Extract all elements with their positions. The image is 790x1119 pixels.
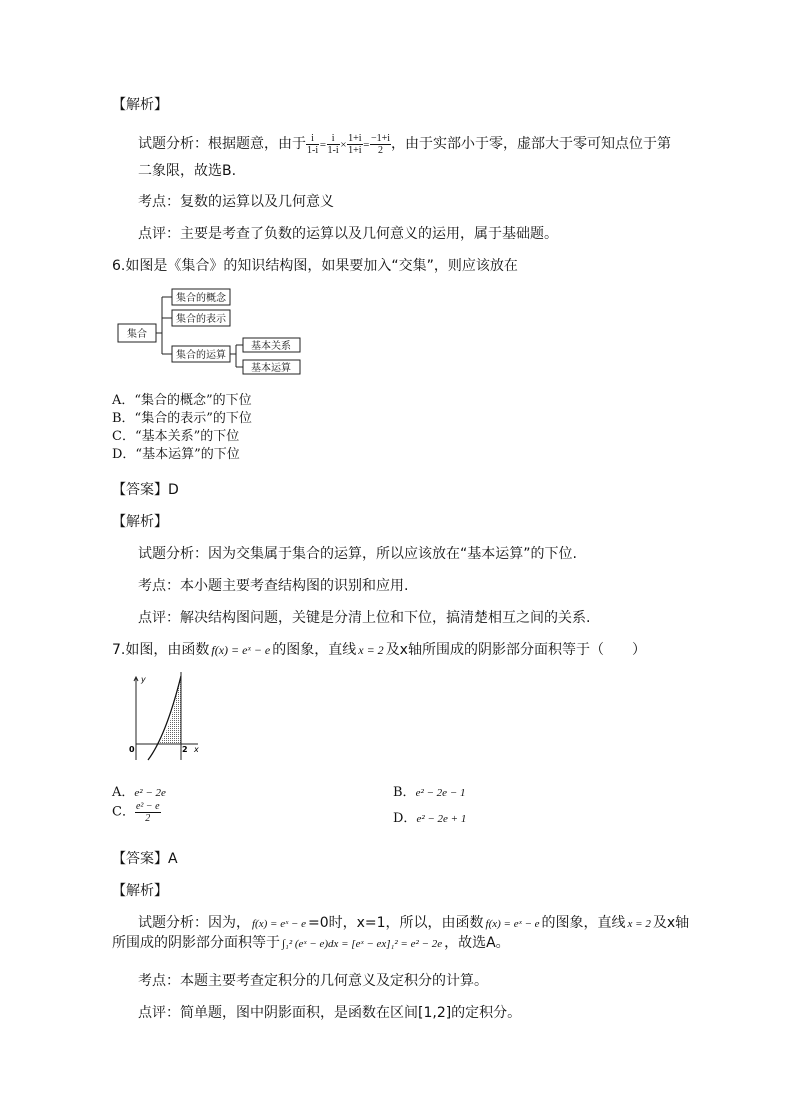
option-d (393, 807, 466, 826)
analysis-heading: 【解析】 (112, 883, 168, 899)
function-graph (122, 672, 202, 764)
line-expr: x = 2 (358, 643, 384, 657)
option-b: B．“集合的表示”的下位 (112, 411, 252, 426)
analysis-text: =0时，x=1，所以，由函数 (307, 915, 484, 931)
analysis-line-2: 二象限，故选B. (138, 163, 237, 179)
analysis-text: 试题分析：因为交集属于集合的运算，所以应该放在“基本运算”的下位. (138, 546, 577, 562)
stem-text: 7.如图，由函数 (112, 642, 210, 658)
analysis-text: 试题分析：因为， (138, 915, 250, 931)
structure-diagram (110, 284, 310, 378)
denominator: 2 (377, 144, 383, 156)
fraction (327, 133, 340, 156)
analysis-text: 的图象，直线 (541, 915, 626, 931)
function-expr: f(x) = eˣ − e (211, 643, 271, 657)
node-concept: 集合的概念 (176, 293, 226, 304)
analysis-line-1 (138, 131, 671, 158)
option-c (112, 801, 161, 824)
option-a (112, 781, 166, 800)
kaodian: 考点：本题主要考查定积分的几何意义及定积分的计算。 (138, 973, 488, 989)
option-label: A． (112, 785, 135, 800)
dianping: 点评：解决结构图问题，关键是分清上位和下位，搞清楚相互之间的关系. (138, 610, 591, 626)
option-d: D．“基本运算”的下位 (112, 447, 240, 462)
x-label: x (194, 745, 199, 754)
y-label: y (141, 675, 146, 684)
equals: = (319, 139, 327, 151)
numerator: −1+i (370, 132, 391, 144)
kaodian: 考点：本小题主要考查结构图的识别和应用. (138, 578, 409, 594)
fraction (306, 133, 319, 156)
node-representation: 集合的表示 (176, 314, 226, 325)
denominator: 2 (145, 813, 151, 824)
numerator: 1+i (348, 132, 362, 144)
option-fraction (135, 801, 161, 824)
denominator: 1+i (348, 144, 362, 156)
node-basic-operation: 基本运算 (251, 363, 291, 374)
integral-expr: ∫₁² (eˣ − e)dx = [eˣ − ex]₁² = e² − 2e (282, 938, 443, 950)
equals: = (362, 139, 370, 151)
kaodian: 考点：复数的运算以及几何意义 (138, 194, 334, 210)
stem-text: 的图象，直线 (272, 642, 357, 658)
answer: 【答案】A (112, 851, 178, 867)
function-expr: f(x) = eˣ − e (485, 918, 540, 930)
question-7-stem (112, 639, 646, 659)
node-root: 集合 (127, 329, 147, 340)
analysis-line-2 (112, 932, 510, 952)
fraction (347, 133, 362, 156)
numerator: i (306, 133, 319, 145)
analysis-heading: 【解析】 (112, 514, 168, 530)
node-operation: 集合的运算 (176, 350, 226, 361)
node-basic-relation: 基本关系 (251, 341, 291, 352)
analysis-text: 试题分析：根据题意，由于 (138, 136, 306, 152)
numerator: i (327, 133, 340, 145)
analysis-line-1 (138, 912, 689, 932)
function-expr: f(x) = eˣ − e (252, 918, 306, 930)
stem-text: 及x轴所围成的阴影部分面积等于（ ） (385, 642, 646, 658)
option-expr: e² − 2e (134, 787, 166, 799)
answer: 【答案】D (112, 482, 179, 498)
option-label: D． (393, 811, 417, 826)
analysis-heading: 【解析】 (112, 97, 168, 113)
numerator: e² − e (135, 801, 160, 812)
option-expr: e² − 2e − 1 (415, 787, 466, 799)
fraction (370, 133, 391, 156)
tick-2-label: 2 (182, 745, 188, 754)
dianping: 点评：主要是考查了负数的运算以及几何意义的运用，属于基础题。 (138, 226, 558, 242)
dianping: 点评：简单题，图中阴影面积，是函数在区间[1,2]的定积分。 (138, 1005, 522, 1021)
option-label: C． (112, 804, 135, 820)
option-expr: e² − 2e + 1 (416, 813, 467, 825)
option-c: C．“基本关系”的下位 (112, 429, 240, 444)
origin-label: 0 (129, 745, 135, 754)
times: × (339, 139, 348, 151)
option-a: A．“集合的概念”的下位 (112, 393, 252, 408)
denominator: 1-i (307, 144, 319, 156)
denominator: 1-i (327, 144, 339, 156)
option-label: B． (393, 785, 416, 800)
analysis-text: 及x轴 (652, 915, 690, 931)
line-expr: x = 2 (627, 918, 651, 930)
option-b (393, 781, 465, 800)
question-6-stem: 6.如图是《集合》的知识结构图，如果要加入“交集”，则应该放在 (112, 258, 518, 274)
analysis-text: ，故选A。 (444, 935, 510, 951)
analysis-text: ，由于实部小于零，虚部大于零可知点位于第 (391, 136, 672, 152)
analysis-text: 所围成的阴影部分面积等于 (112, 935, 280, 951)
